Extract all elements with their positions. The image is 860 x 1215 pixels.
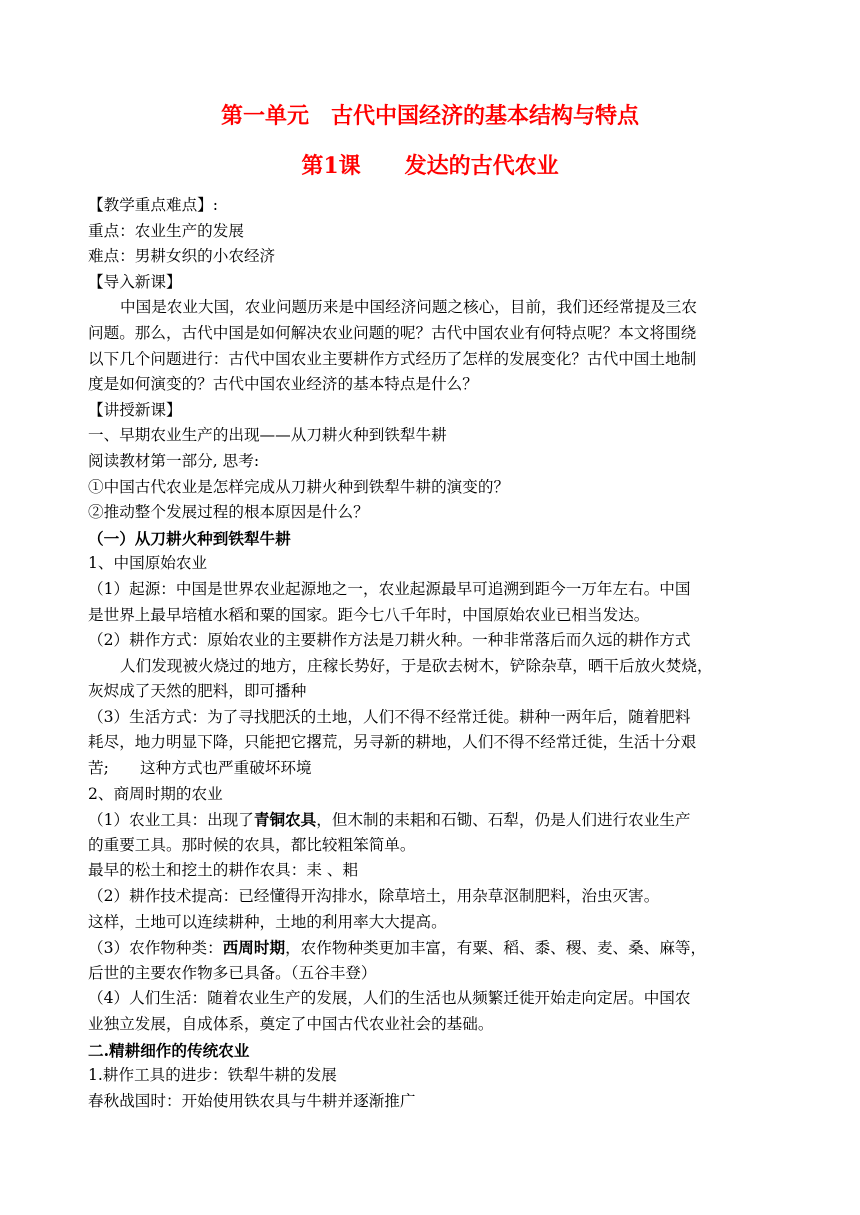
origin-line: （1）起源：中国是世界农业起源地之一，农业起源最早可追溯到距今一万年左右。中国	[88, 579, 691, 598]
section2-item1: 1.耕作工具的进步：铁犁牛耕的发展	[88, 1066, 337, 1085]
intro-line: 度是如何演变的？古代中国农业经济的基本特点是什么？	[88, 375, 478, 394]
origin-line: 是世界上最早培植水稻和粟的国家。距今七八千年时，中国原始农业已相当发达。	[88, 605, 650, 624]
method-detail-line: 人们发现被火烧过的地方，庄稼长势好，于是砍去树木，铲除杂草，晒干后放火焚烧，	[120, 656, 713, 675]
intro-paragraph	[88, 295, 778, 397]
tools-bold: 青铜农具	[253, 810, 317, 830]
intro-heading: 【导入新课】	[88, 272, 182, 291]
question-2: ②推动整个发展过程的根本原因是什么？	[88, 503, 369, 522]
tech-line: （2）耕作技术提高：已经懂得开沟排水，除草培土，用杂草沤制肥料，治虫灭害。	[88, 887, 660, 906]
crops-bold: 西周时期	[222, 938, 286, 958]
tools-line-2: 的重要工具。那时候的农具，都比较粗笨简单。	[88, 835, 416, 854]
section1-title: 一、早期农业生产的出现——从刀耕火种到铁犁牛耕	[88, 426, 447, 445]
earliest-tools: 最早的松土和挖土的耕作农具：耒 、耜	[88, 861, 359, 880]
intro-line: 中国是农业大国，农业问题历来是中国经济问题之核心，目前，我们还经常提及三农	[120, 298, 697, 317]
key-points-heading: 【教学重点难点】:	[88, 196, 219, 214]
crops-prefix: （3）农作物种类：	[88, 939, 223, 958]
tools-suffix: ，但木制的耒耜和石锄、石犁，仍是人们进行农业生产	[316, 811, 691, 830]
lifestyle-line: （3）生活方式：为了寻找肥沃的土地，人们不得不经常迁徙。耕种一两年后，随着肥料	[88, 707, 691, 726]
tools-prefix: （1）农业工具：出现了	[88, 811, 254, 830]
spring-autumn-line: 春秋战国时：开始使用铁农具与牛耕并逐渐推广	[88, 1091, 416, 1110]
crops-suffix: ，农作物种类更加丰富，有粟、稻、黍、稷、麦、桑、麻等，	[285, 939, 707, 958]
document-body	[88, 193, 778, 1114]
crops-line-2: 后世的主要农作物多已具备。（五谷丰登）	[88, 963, 377, 982]
life-line: （4）人们生活：随着农业生产的发展，人们的生活也从频繁迁徙开始走向定居。中国农	[88, 989, 691, 1008]
lesson-title: 第1课 发达的古代农业	[301, 153, 559, 179]
difficult-point: 难点：男耕女织的小农经济	[88, 247, 276, 266]
tech-result: 这样，土地可以连续耕种，土地的利用率大大提高。	[88, 912, 447, 931]
item2-title: 2、商周时期的农业	[88, 784, 223, 803]
item1-title: 1、中国原始农业	[88, 554, 208, 573]
method-detail-line: 灰烬成了天然的肥料，即可播种	[88, 682, 307, 701]
intro-line: 问题。那么，古代中国是如何解决农业问题的呢？古代中国农业有何特点呢？本文将围绕	[88, 323, 697, 342]
crops-line	[88, 935, 778, 961]
read-instruction: 阅读教材第一部分, 思考:	[88, 451, 260, 470]
life-line: 业独立发展，自成体系，奠定了中国古代农业社会的基础。	[88, 1015, 494, 1033]
unit-title: 第一单元 古代中国经济的基本结构与特点	[220, 103, 639, 129]
subsection1-title: （一）从刀耕火种到铁犁牛耕	[88, 528, 291, 548]
lifestyle-line: 苦; 这种方式也严重破坏环境	[88, 759, 312, 778]
lifestyle-line: 耗尽，地力明显下降，只能把它撂荒，另寻新的耕地，人们不得不经常迁徙，生活十分艰	[88, 733, 697, 752]
tools-line	[88, 807, 778, 833]
question-1: ①中国古代农业是怎样完成从刀耕火种到铁犁牛耕的演变的？	[88, 477, 510, 496]
method-line: （2）耕作方式：原始农业的主要耕作方法是刀耕火种。一种非常落后而久远的耕作方式	[88, 631, 691, 650]
intro-line: 以下几个问题进行：古代中国农业主要耕作方式经历了怎样的发展变化？古代中国土地制	[88, 349, 697, 368]
section2-title: 二.精耕细作的传统农业	[88, 1040, 250, 1060]
lecture-heading: 【讲授新课】	[88, 400, 182, 419]
key-point: 重点：农业生产的发展	[88, 221, 244, 240]
